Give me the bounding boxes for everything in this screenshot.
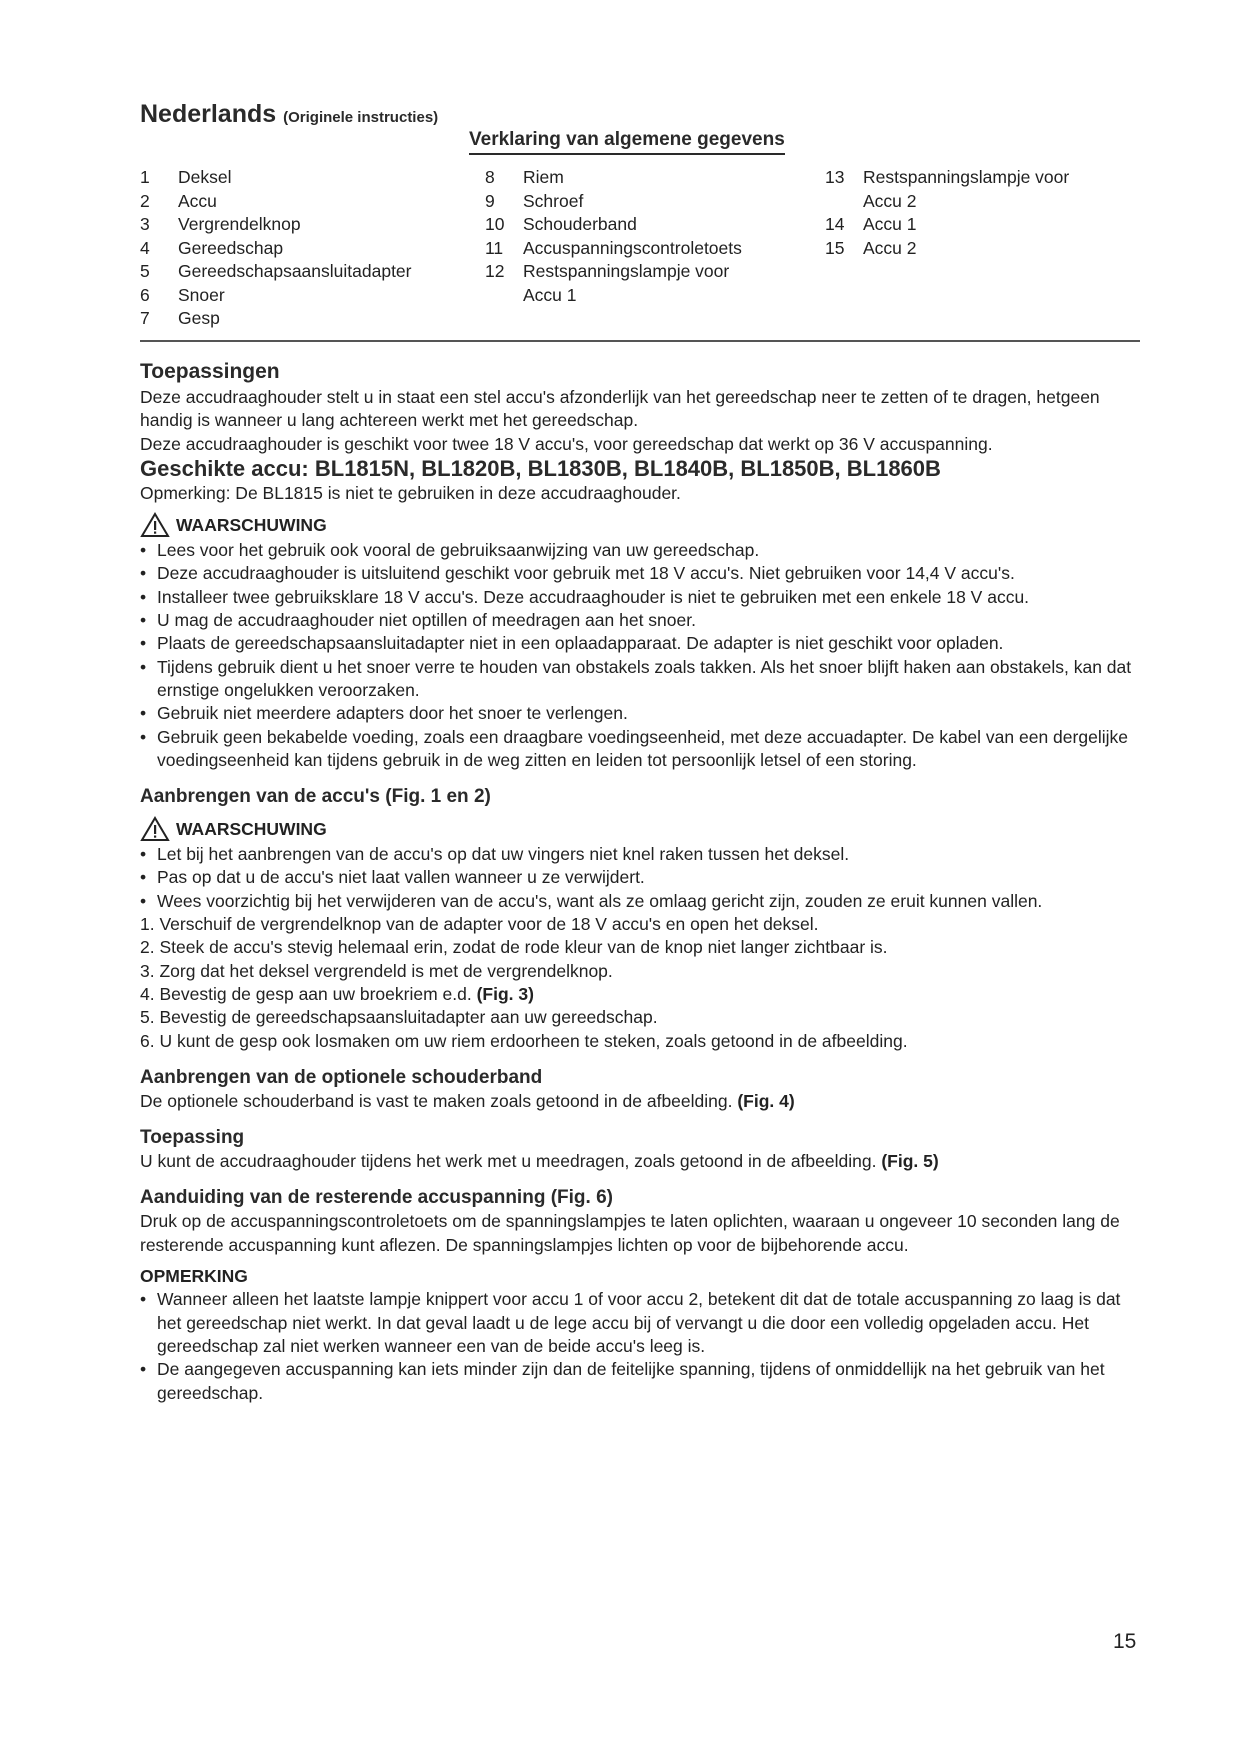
usage-title: Toepassing xyxy=(140,1127,245,1149)
page-language-heading xyxy=(140,100,438,129)
main-content xyxy=(140,358,1148,1405)
language-subtitle: (Originele instructies) xyxy=(283,109,439,126)
part-number: 5 xyxy=(140,261,150,281)
warning-title: WAARSCHUWING xyxy=(176,818,327,839)
part-label: Gesp xyxy=(178,308,220,328)
note-title: OPMERKING xyxy=(140,1266,248,1287)
applications-p1: Deze accudraaghouder stelt u in staat een stel accu's afzonderlijk van het gereedschap neer te zetten of te dragen, hetgeen handig is wanneer u lang achtereen werkt met het gereedschap. xyxy=(140,387,1100,431)
part-label: Restspanningslampje voor xyxy=(523,261,730,281)
part-number: 13 xyxy=(825,167,845,187)
warning-item: • Let bij het aanbrengen van de accu's op dat uw vingers niet knel raken tussen het deksel. xyxy=(140,843,1148,866)
remaining-text: Druk op de accuspanningscontroletoets om de spanningslampjes te laten oplichten, waaraan u ongeveer 10 seconden lang de resterende accuspanning kunt aflezen. De spanningslampjes lichten op voor de bijbehorende accu. xyxy=(140,1211,1120,1255)
warning-item: • Tijdens gebruik dient u het snoer verre te houden van obstakels zoals takken. Als het snoer blijft haken aan obstakels, kan dat ernstige ongelukken veroorzaken. xyxy=(140,656,1148,703)
warning-list xyxy=(140,539,1148,772)
part-item xyxy=(140,213,440,237)
applications-note: Opmerking: De BL1815 is niet te gebruiken in deze accudraaghouder. xyxy=(140,482,681,503)
mounting-step: 4. Bevestig de gesp aan uw broekriem e.d. (Fig. 3) xyxy=(140,983,534,1004)
declaration-title: Verklaring van algemene gegevens xyxy=(469,129,785,155)
note-item: • De aangegeven accuspanning kan iets minder zijn dan de feitelijke spanning, tijdens of onmiddellijk na het gebruik van het gereedschap. xyxy=(140,1358,1148,1405)
part-item xyxy=(485,213,785,237)
part-item xyxy=(140,166,440,190)
part-label: Restspanningslampje voor xyxy=(863,167,1070,187)
warning-title: WAARSCHUWING xyxy=(176,514,327,535)
part-number: 10 xyxy=(485,214,505,234)
part-item xyxy=(140,284,440,308)
part-number: 12 xyxy=(485,261,505,281)
applications-p2: Deze accudraaghouder is geschikt voor twee 18 V accu's, voor gereedschap dat werkt op 36 V accuspanning. xyxy=(140,433,993,454)
part-label: Schroef xyxy=(523,190,584,211)
part-number: 7 xyxy=(140,308,150,328)
warning-item: • Installeer twee gebruiksklare 18 V accu's. Deze accudraaghouder is niet te gebruiken met een enkele 18 V accu. xyxy=(140,586,1148,609)
mounting-steps xyxy=(140,913,1148,1053)
part-number: 3 xyxy=(140,214,150,234)
mounting-warning-list xyxy=(140,843,1148,913)
parts-column-1 xyxy=(140,166,440,331)
mounting-step: 2. Steek de accu's stevig helemaal erin, zodat de rode kleur van de knop niet langer zichtbaar is. xyxy=(140,937,888,958)
section-divider xyxy=(140,340,1140,342)
warning-item: • Plaats de gereedschapsaansluitadapter niet in een oplaadapparaat. De adapter is niet geschikt voor opladen. xyxy=(140,632,1148,655)
page-number: 15 xyxy=(1113,1630,1137,1653)
part-number: 4 xyxy=(140,237,150,258)
part-item xyxy=(825,213,1145,237)
part-number: 8 xyxy=(485,167,495,187)
part-label: Snoer xyxy=(178,284,225,305)
part-label: Accu 2 xyxy=(863,237,917,258)
part-item xyxy=(485,260,785,284)
remaining-title: Aanduiding van de resterende accuspanning (Fig. 6) xyxy=(140,1187,613,1209)
warning-heading xyxy=(140,815,1148,843)
part-number: 6 xyxy=(140,284,150,305)
part-item xyxy=(140,190,440,214)
mounting-step: 6. U kunt de gesp ook losmaken om uw riem erdoorheen te steken, zoals getoond in de afbeelding. xyxy=(140,1030,908,1051)
language-title: Nederlands xyxy=(140,100,277,128)
part-label: Accu xyxy=(178,190,217,211)
part-number: 1 xyxy=(140,167,150,187)
usage-text: U kunt de accudraaghouder tijdens het werk met u meedragen, zoals getoond in de afbeelding. (Fig. 5) xyxy=(140,1151,939,1172)
part-label: Accu 1 xyxy=(863,214,917,234)
part-label: Schouderband xyxy=(523,214,637,234)
part-item xyxy=(485,284,785,308)
part-number: 14 xyxy=(825,214,845,234)
part-item xyxy=(140,260,440,284)
warning-triangle-icon xyxy=(140,816,170,842)
warning-heading xyxy=(140,511,1148,539)
mounting-step: 5. Bevestig de gereedschapsaansluitadapter aan uw gereedschap. xyxy=(140,1007,658,1028)
warning-triangle-icon xyxy=(140,512,170,538)
part-number: 11 xyxy=(485,237,504,258)
warning-item: • U mag de accudraaghouder niet optillen of meedragen aan het snoer. xyxy=(140,609,1148,632)
part-item xyxy=(485,166,785,190)
part-item xyxy=(825,237,1145,261)
part-number: 9 xyxy=(485,190,495,211)
part-item xyxy=(485,190,785,214)
part-item xyxy=(140,307,440,331)
mounting-title: Aanbrengen van de accu's (Fig. 1 en 2) xyxy=(140,786,491,808)
mounting-step: 1. Verschuif de vergrendelknop van de adapter voor de 18 V accu's en open het deksel. xyxy=(140,914,819,935)
part-item xyxy=(140,237,440,261)
part-number: 15 xyxy=(825,237,845,258)
warning-item: • Lees voor het gebruik ook vooral de gebruiksaanwijzing van uw gereedschap. xyxy=(140,539,1148,562)
mounting-step: 3. Zorg dat het deksel vergrendeld is met de vergrendelknop. xyxy=(140,960,613,981)
note-list xyxy=(140,1288,1148,1404)
shoulder-title: Aanbrengen van de optionele schouderband xyxy=(140,1066,543,1088)
parts-column-3 xyxy=(825,166,1145,260)
part-item xyxy=(825,190,1145,214)
part-label: Gereedschapsaansluitadapter xyxy=(178,261,412,281)
warning-item: • Gebruik niet meerdere adapters door het snoer te verlengen. xyxy=(140,702,1148,725)
part-label: Vergrendelknop xyxy=(178,214,301,234)
part-label: Deksel xyxy=(178,167,232,187)
warning-item: • Wees voorzichtig bij het verwijderen van de accu's, want als ze omlaag gericht zijn, zouden ze eruit kunnen vallen. xyxy=(140,890,1148,913)
part-item xyxy=(825,166,1145,190)
part-label: Gereedschap xyxy=(178,237,284,258)
suitable-batteries: Geschikte accu: BL1815N, BL1820B, BL1830B, BL1840B, BL1850B, BL1860B xyxy=(140,455,941,481)
applications-title: Toepassingen xyxy=(140,360,280,383)
part-label: Accuspanningscontroletoets xyxy=(523,237,742,258)
part-number: 2 xyxy=(140,190,150,211)
parts-column-2 xyxy=(485,166,785,307)
warning-item: • Pas op dat u de accu's niet laat vallen wanneer u ze verwijdert. xyxy=(140,866,1148,889)
note-item: • Wanneer alleen het laatste lampje knippert voor accu 1 of voor accu 2, betekent dit dat de totale accuspanning zo laag is dat het gereedschap niet werkt. In dat geval laadt u de lege accu bij of vervangt u die door een volledig opgeladen accu. Het gereedschap zal niet werken wanneer een van de beide accu's leeg is. xyxy=(140,1288,1148,1358)
part-label: Riem xyxy=(523,167,564,187)
part-label: Accu 1 xyxy=(523,284,577,305)
warning-item: • Gebruik geen bekabelde voeding, zoals een draagbare voedingseenheid, met deze accuadapter. De kabel van een dergelijke voedingseenheid kan tijdens gebruik in de weg zitten en leiden tot persoonlijk letsel of een storing. xyxy=(140,726,1148,773)
part-item xyxy=(485,237,785,261)
shoulder-text: De optionele schouderband is vast te maken zoals getoond in de afbeelding. (Fig. 4) xyxy=(140,1090,795,1111)
warning-item: • Deze accudraaghouder is uitsluitend geschikt voor gebruik met 18 V accu's. Niet gebruiken voor 14,4 V accu's. xyxy=(140,562,1148,585)
part-label: Accu 2 xyxy=(863,190,917,211)
